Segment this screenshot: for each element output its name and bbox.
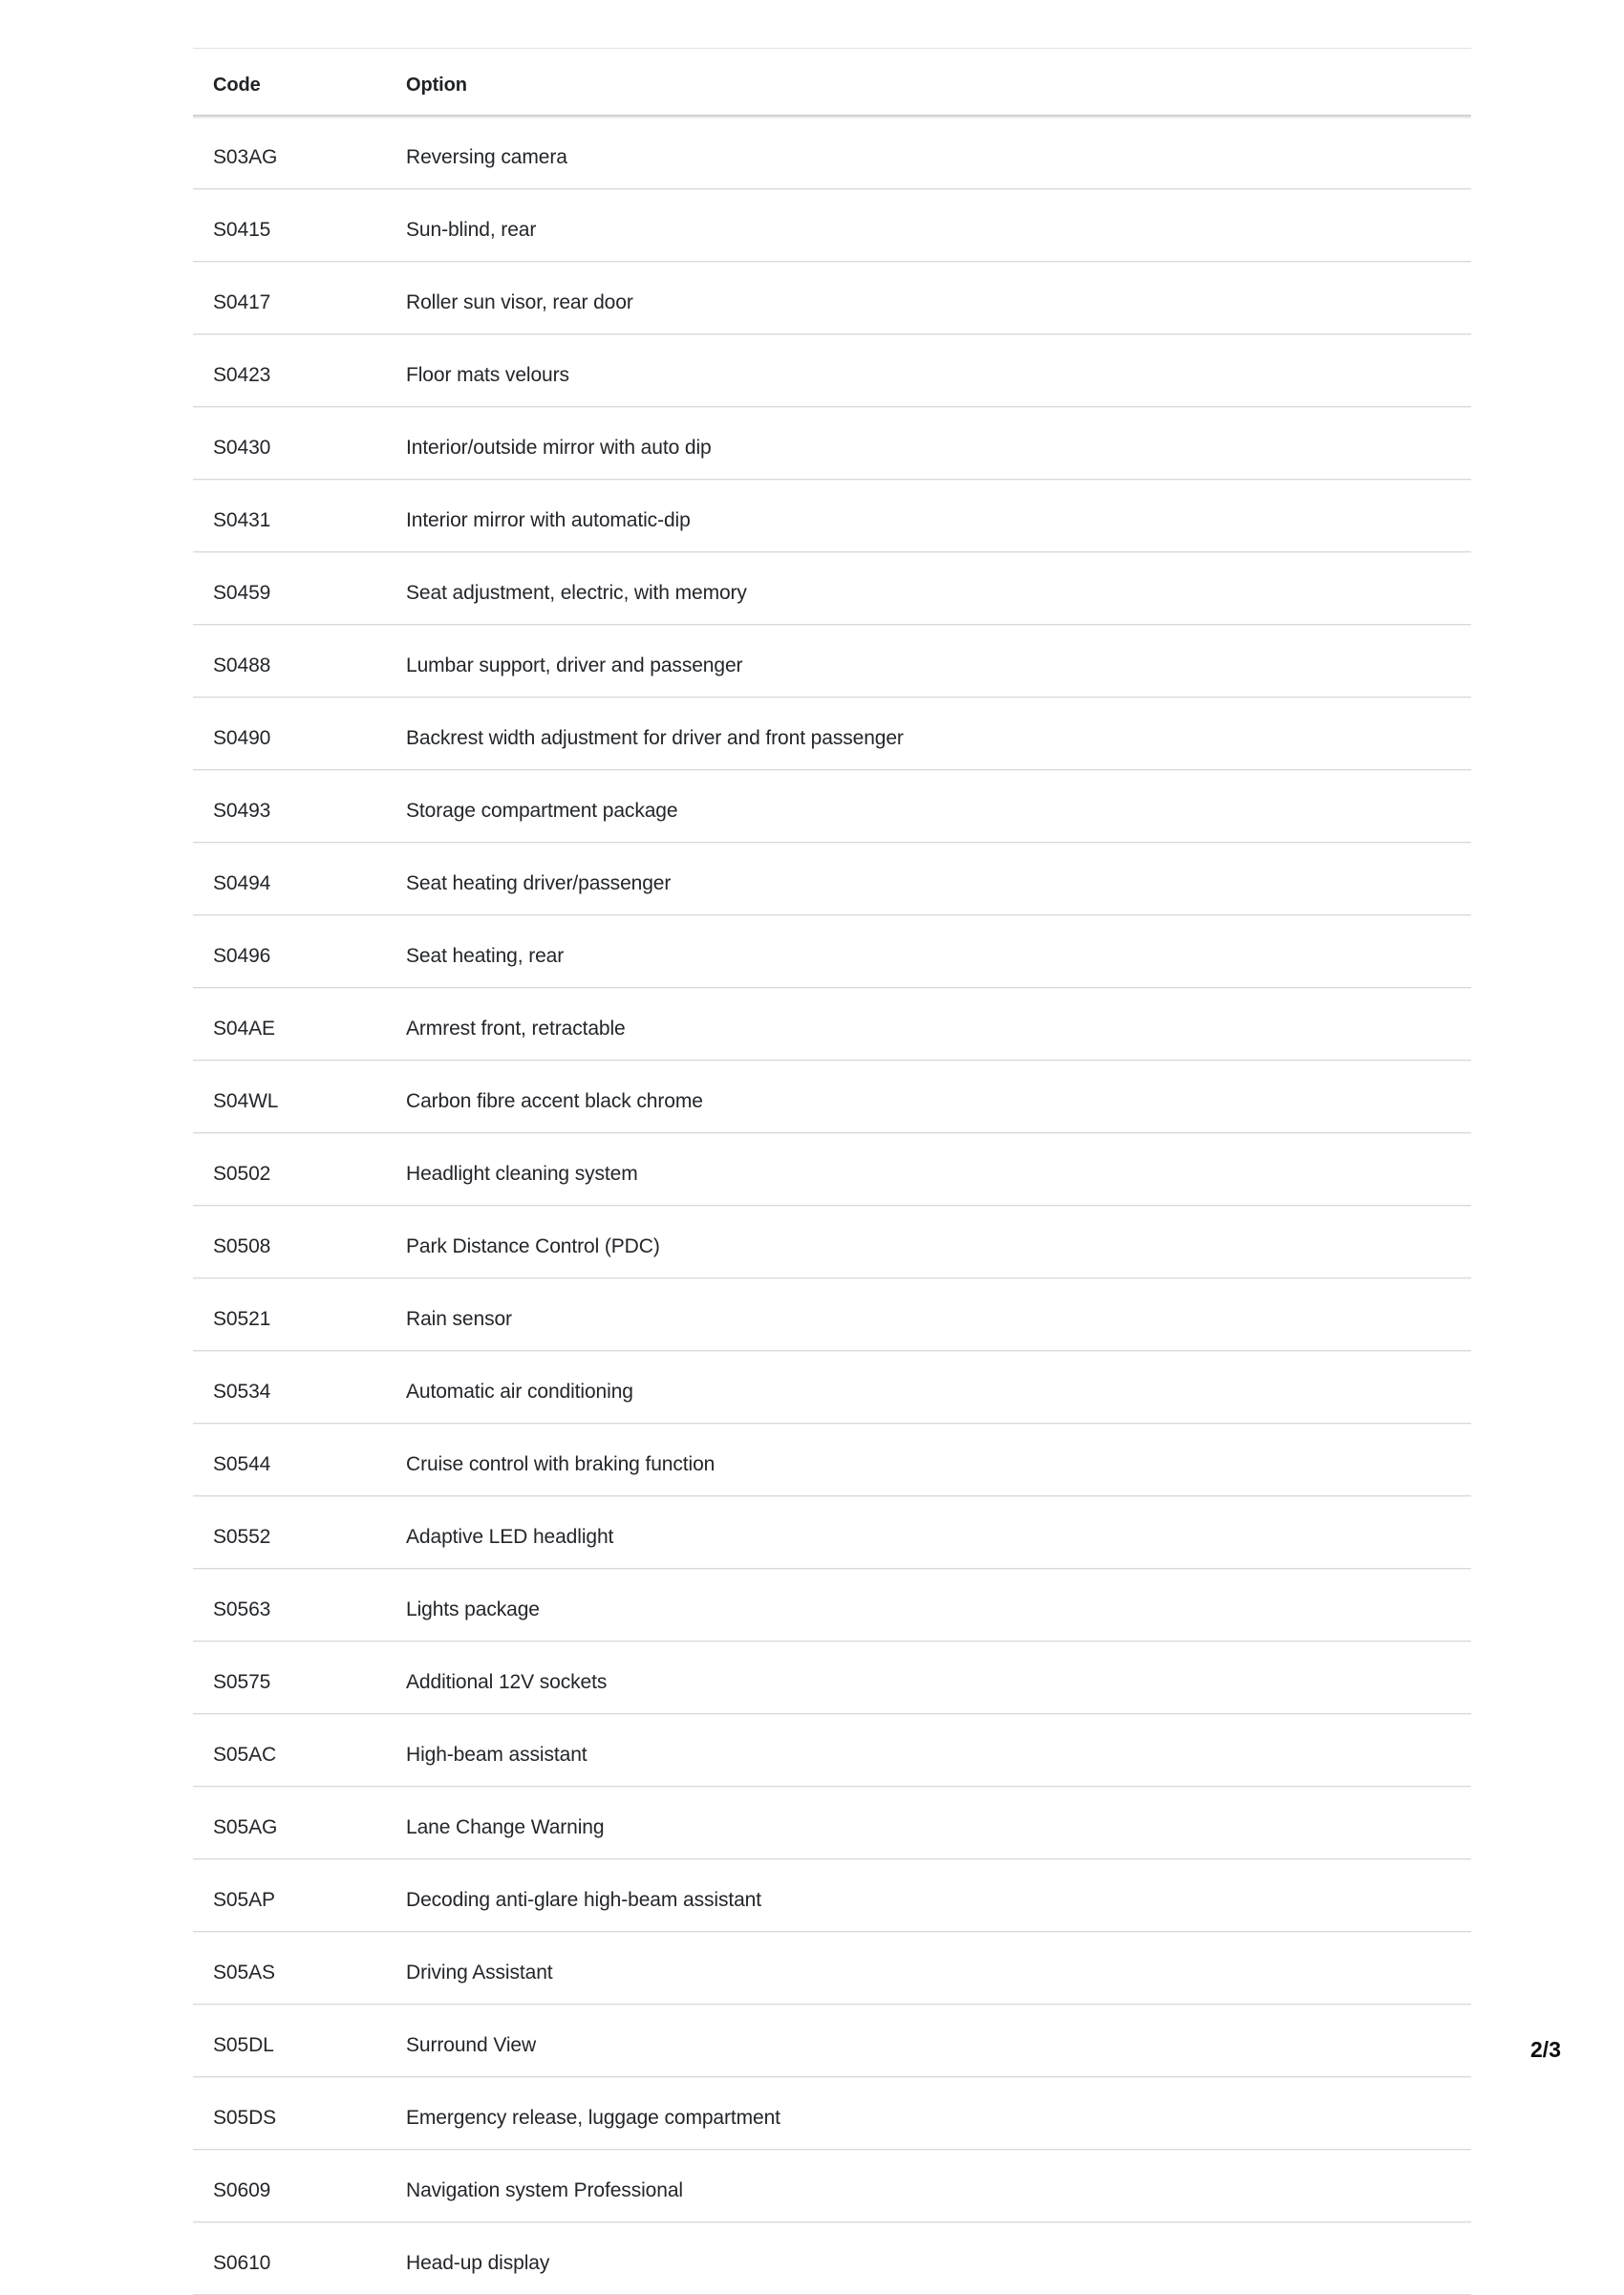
table-row [193, 552, 1471, 625]
option-name-cell: Seat heating, rear [386, 915, 1471, 988]
option-name-cell: Adaptive LED headlight [386, 1496, 1471, 1569]
option-code-cell: S0494 [193, 843, 386, 915]
option-name-cell: Lane Change Warning [386, 1787, 1471, 1859]
option-name-cell: Interior/outside mirror with auto dip [386, 407, 1471, 480]
option-code-cell: S0544 [193, 1424, 386, 1496]
option-name-cell: Head-up display [386, 2222, 1471, 2295]
table-row [193, 262, 1471, 334]
option-name-cell: Park Distance Control (PDC) [386, 1206, 1471, 1278]
table-row [193, 1932, 1471, 2005]
option-code-cell: S0496 [193, 915, 386, 988]
option-name-cell: Cruise control with braking function [386, 1424, 1471, 1496]
option-code-cell: S0508 [193, 1206, 386, 1278]
option-name-cell: High-beam assistant [386, 1714, 1471, 1787]
options-table-container [193, 48, 1471, 2295]
option-code-cell: S0488 [193, 625, 386, 697]
option-code-cell: S0521 [193, 1278, 386, 1351]
table-row [193, 407, 1471, 480]
option-name-cell: Sun-blind, rear [386, 189, 1471, 262]
option-code-cell: S04WL [193, 1061, 386, 1133]
table-row [193, 1206, 1471, 1278]
option-name-cell: Rain sensor [386, 1278, 1471, 1351]
option-code-cell: S0609 [193, 2150, 386, 2222]
table-row [193, 915, 1471, 988]
table-row [193, 1351, 1471, 1424]
option-code-cell: S0552 [193, 1496, 386, 1569]
option-code-cell: S0575 [193, 1641, 386, 1714]
table-row [193, 1133, 1471, 1206]
option-name-cell: Headlight cleaning system [386, 1133, 1471, 1206]
column-header-code: Code [193, 49, 386, 117]
option-name-cell: Lights package [386, 1569, 1471, 1641]
option-code-cell: S05AS [193, 1932, 386, 2005]
table-row [193, 1787, 1471, 1859]
option-code-cell: S0415 [193, 189, 386, 262]
table-row [193, 2005, 1471, 2077]
table-row [193, 697, 1471, 770]
option-code-cell: S0430 [193, 407, 386, 480]
table-row [193, 1496, 1471, 1569]
options-table [193, 48, 1471, 2295]
option-name-cell: Driving Assistant [386, 1932, 1471, 2005]
option-name-cell: Armrest front, retractable [386, 988, 1471, 1061]
option-name-cell: Backrest width adjustment for driver and front passenger [386, 697, 1471, 770]
table-row [193, 1569, 1471, 1641]
option-name-cell: Carbon fibre accent black chrome [386, 1061, 1471, 1133]
option-code-cell: S0417 [193, 262, 386, 334]
option-name-cell: Surround View [386, 2005, 1471, 2077]
option-name-cell: Interior mirror with automatic-dip [386, 480, 1471, 552]
option-name-cell: Seat adjustment, electric, with memory [386, 552, 1471, 625]
table-row [193, 1278, 1471, 1351]
option-code-cell: S0459 [193, 552, 386, 625]
option-code-cell: S04AE [193, 988, 386, 1061]
option-name-cell: Floor mats velours [386, 334, 1471, 407]
option-code-cell: S05DS [193, 2077, 386, 2150]
table-row [193, 625, 1471, 697]
table-row [193, 988, 1471, 1061]
option-code-cell: S05AC [193, 1714, 386, 1787]
table-row [193, 770, 1471, 843]
table-row [193, 334, 1471, 407]
table-row [193, 843, 1471, 915]
option-code-cell: S05AG [193, 1787, 386, 1859]
table-row [193, 1641, 1471, 1714]
table-row [193, 189, 1471, 262]
option-name-cell: Automatic air conditioning [386, 1351, 1471, 1424]
option-name-cell: Reversing camera [386, 117, 1471, 189]
table-row [193, 480, 1471, 552]
table-row [193, 1061, 1471, 1133]
option-name-cell: Seat heating driver/passenger [386, 843, 1471, 915]
page-number: 2/3 [1530, 2037, 1561, 2062]
option-code-cell: S0431 [193, 480, 386, 552]
option-name-cell: Storage compartment package [386, 770, 1471, 843]
option-code-cell: S0563 [193, 1569, 386, 1641]
table-row [193, 1424, 1471, 1496]
table-row [193, 1714, 1471, 1787]
option-code-cell: S03AG [193, 117, 386, 189]
option-name-cell: Additional 12V sockets [386, 1641, 1471, 1714]
table-header-row [193, 49, 1471, 117]
option-code-cell: S05DL [193, 2005, 386, 2077]
option-code-cell: S0610 [193, 2222, 386, 2295]
option-name-cell: Emergency release, luggage compartment [386, 2077, 1471, 2150]
table-row [193, 2077, 1471, 2150]
option-name-cell: Decoding anti-glare high-beam assistant [386, 1859, 1471, 1932]
table-row [193, 1859, 1471, 1932]
option-name-cell: Navigation system Professional [386, 2150, 1471, 2222]
table-row [193, 117, 1471, 189]
table-row [193, 2150, 1471, 2222]
table-body [193, 117, 1471, 2295]
option-code-cell: S0534 [193, 1351, 386, 1424]
option-code-cell: S0423 [193, 334, 386, 407]
option-code-cell: S0493 [193, 770, 386, 843]
column-header-option: Option [386, 49, 1471, 117]
option-name-cell: Lumbar support, driver and passenger [386, 625, 1471, 697]
table-row [193, 2222, 1471, 2295]
option-code-cell: S0502 [193, 1133, 386, 1206]
option-name-cell: Roller sun visor, rear door [386, 262, 1471, 334]
option-code-cell: S05AP [193, 1859, 386, 1932]
option-code-cell: S0490 [193, 697, 386, 770]
